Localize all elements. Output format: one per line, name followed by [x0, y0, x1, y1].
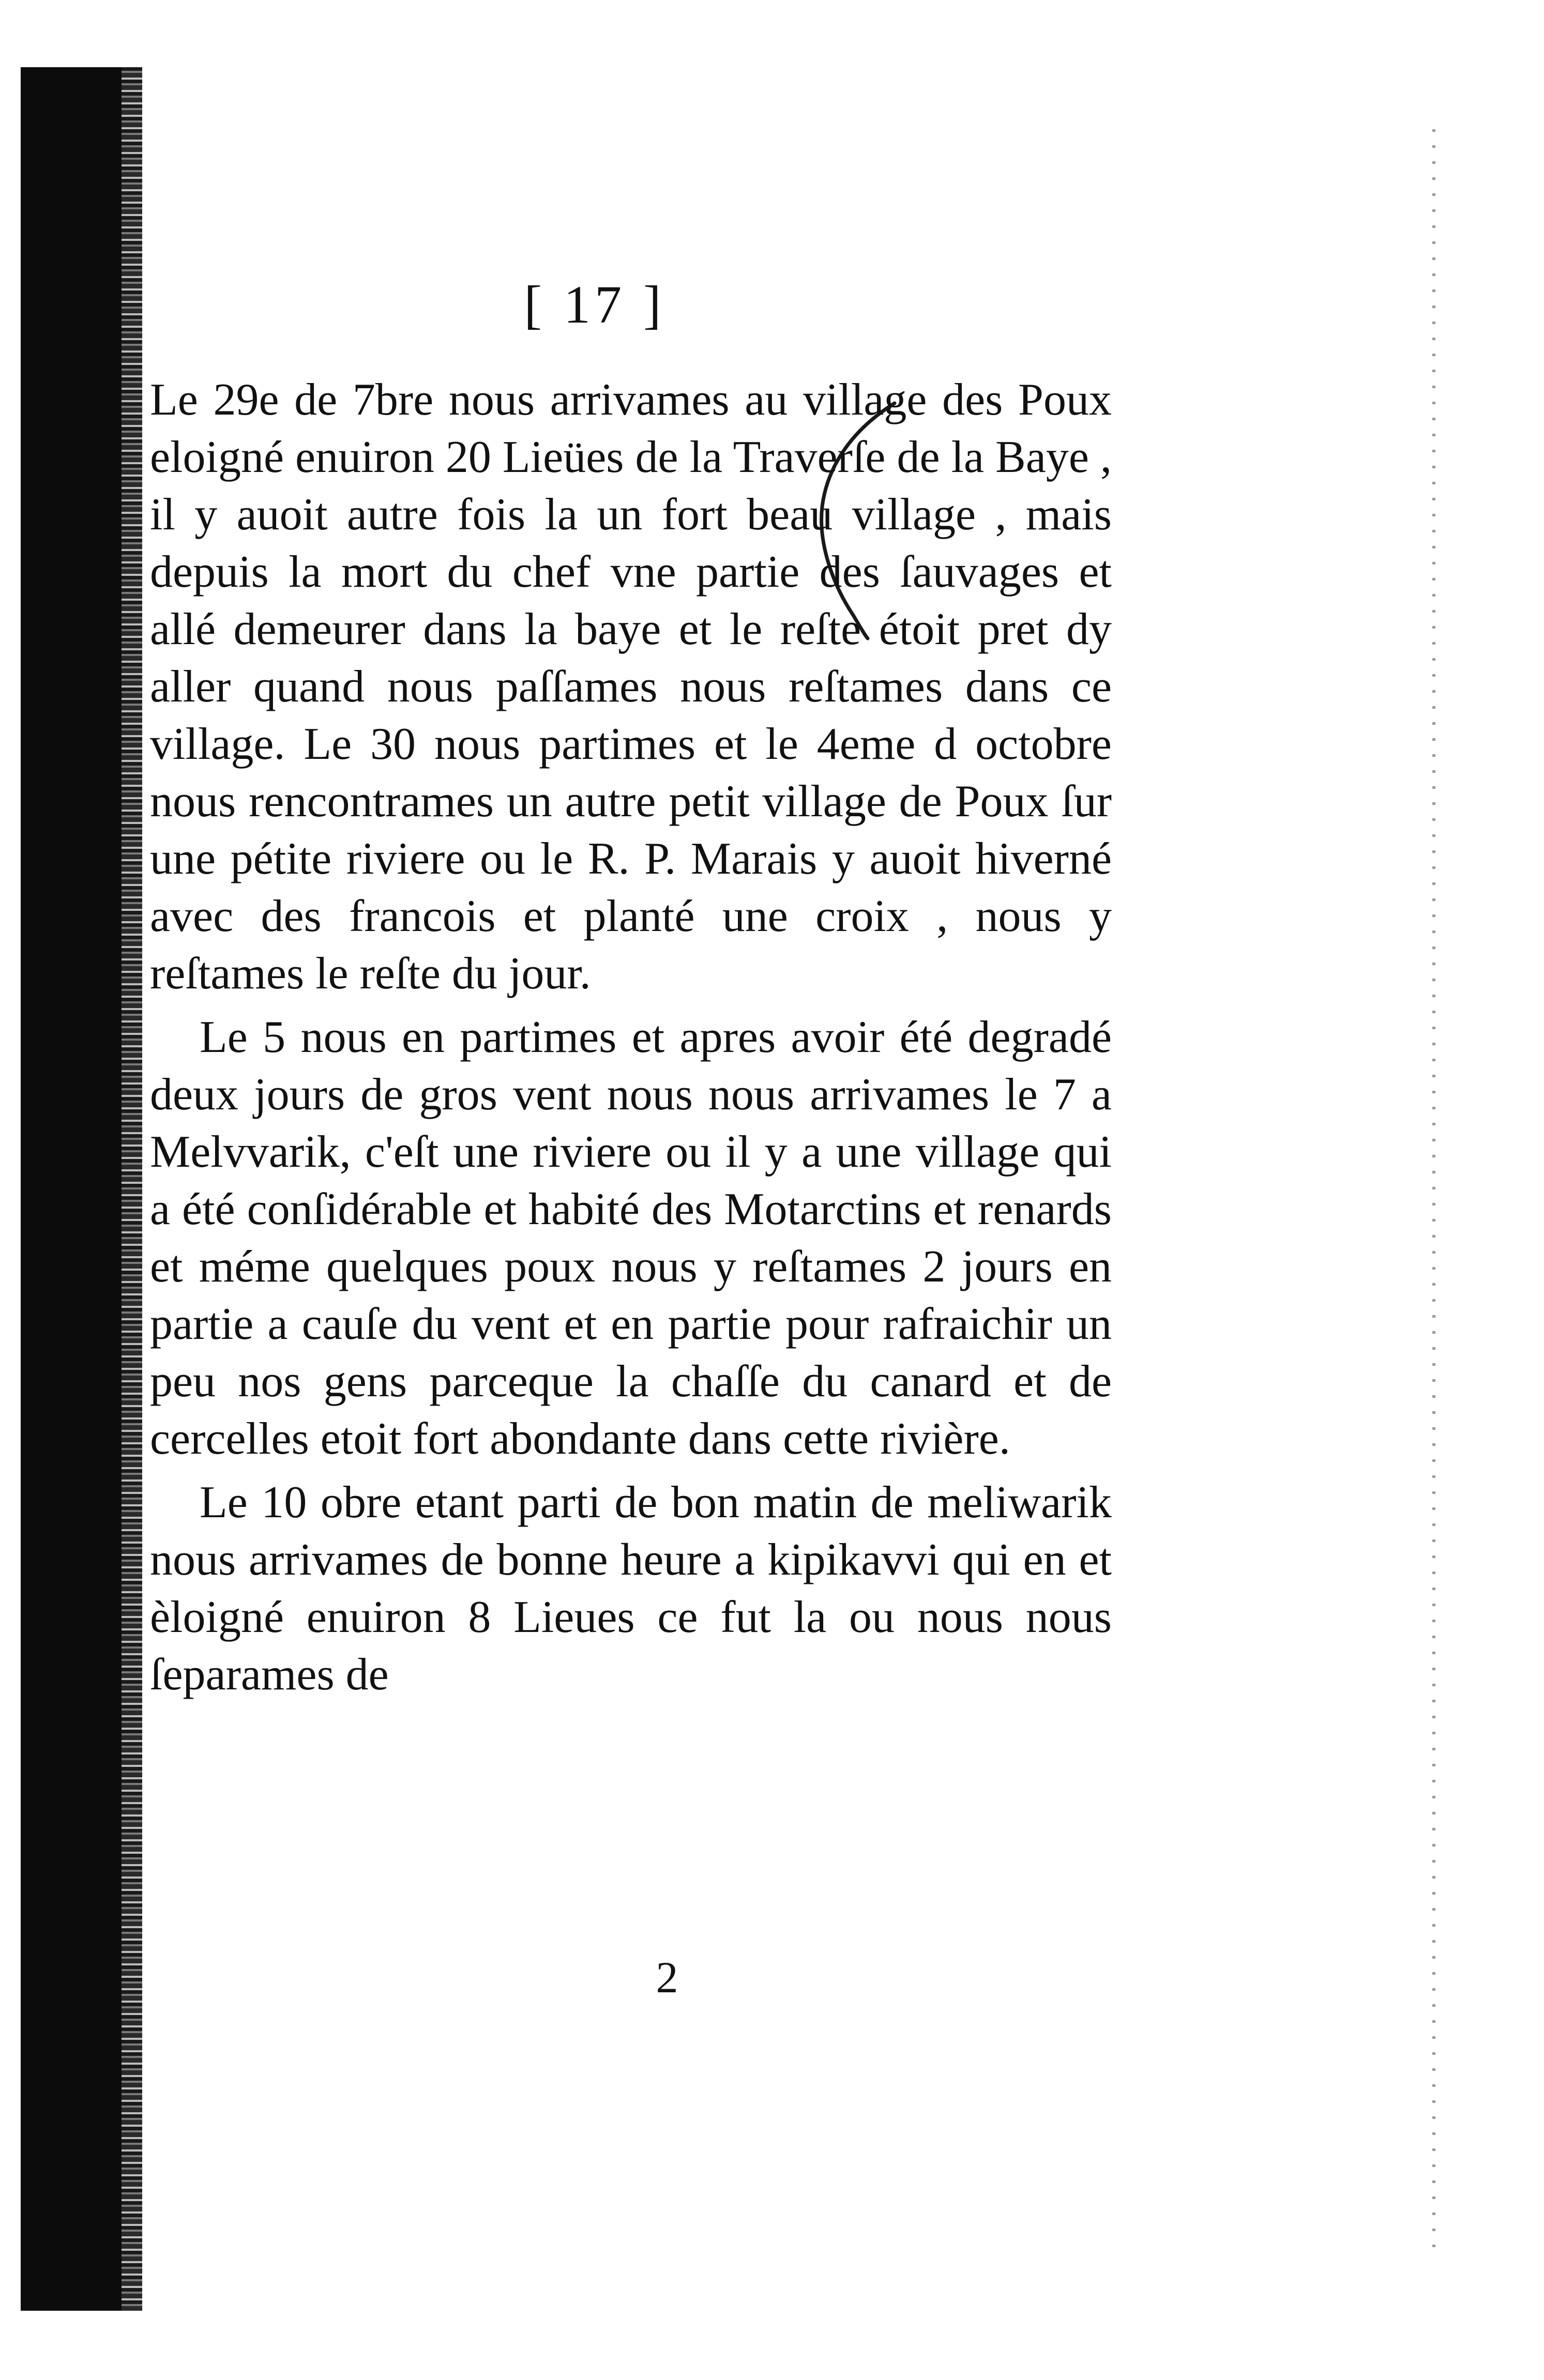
binding-gutter-edge — [122, 67, 142, 2311]
page-number-header: [ 17 ] — [524, 275, 665, 334]
signature-mark: 2 — [656, 1952, 678, 2002]
body-text — [150, 371, 1112, 1922]
paragraph-2: Le 5 nous en partimes et apres avoir été degradé deux jours de gros vent nous nous arrivames le 7 a Melvvarik, c'eſt une riviere ou il y a une village qui a été conſidérable et habité des Motarctins et renards et méme quelques poux nous y reſtames 2 jours en partie a cauſe du vent et en partie pour rafraichir un peu nos gens parceque la chaſſe du canard et de cercelles etoit fort abondante dans cette rivière. — [150, 1012, 1112, 1464]
right-margin-specks — [1432, 129, 1435, 2249]
binding-gutter-shadow — [21, 67, 124, 2311]
paragraph-3: Le 10 obre etant parti de bon matin de meliwarik nous arrivames de bonne heure a kipikavvi qui en et èloigné enuiron 8 Lieues ce fut la ou nous nous ſeparames de — [150, 1477, 1112, 1700]
paragraph-1: Le 29e de 7bre nous arrivames au village des Poux eloigné enuiron 20 Lieües de la Traverſe de la Baye , il y auoit autre fois la un fort beau village , mais depuis la mort du chef vne partie des ſauvages et allé demeurer dans la baye et le reſte étoit pret dy aller quand nous paſſames nous reſtames dans ce village. Le 30 nous partimes et le 4eme d octobre nous rencontrames un autre petit village de Poux ſur une pétite riviere ou le R. P. Marais y auoit hiverné avec des francois et planté une croix , nous y reſtames le reſte du jour. — [150, 375, 1112, 999]
